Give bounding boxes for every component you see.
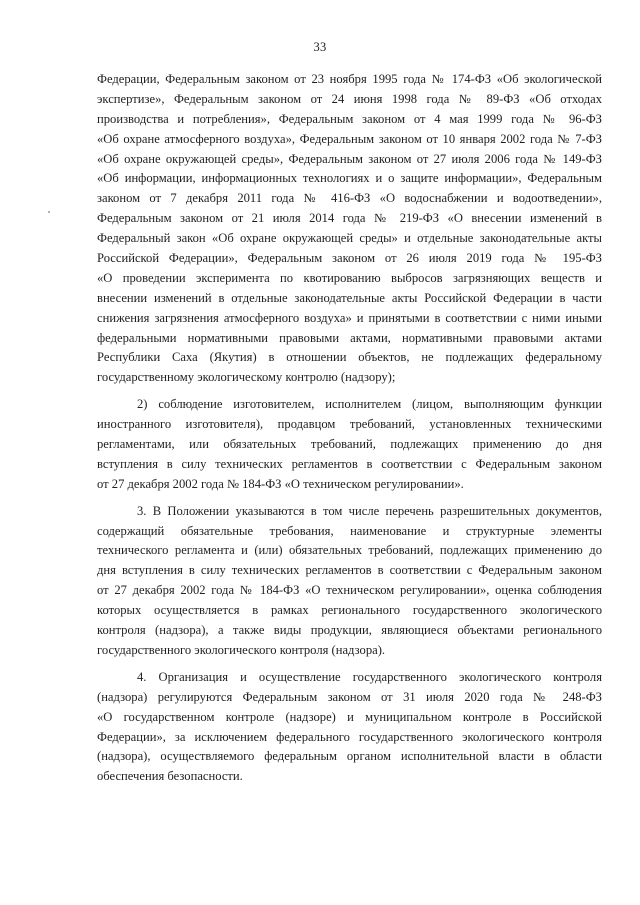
- text-line: вступления в силу технических регламентов в соответствии с Федеральным законом: [97, 456, 602, 471]
- text-line: содержащий обязательные требования, наименование и структурные элементы: [97, 523, 602, 538]
- text-line: 4. Организация и осуществление государственного экологического контроля: [137, 669, 602, 684]
- text-line: экспертизе», Федеральным законом от 24 июня 1998 года № 89-ФЗ «Об отходах: [97, 91, 602, 106]
- text-line: государственному экологическому контролю (надзору);: [97, 370, 396, 385]
- paragraph-gap: [97, 495, 602, 502]
- text-line: 2) соблюдение изготовителем, исполнителем (лицом, выполняющим функции: [137, 397, 602, 412]
- text-line: которых осуществляется в рамках регионального государственного экологического: [97, 603, 602, 618]
- page-number: 33: [313, 40, 327, 54]
- text-line: Федерации, Федеральным законом от 23 ноября 1995 года № 174-ФЗ «Об экологической: [97, 72, 602, 86]
- text-line: Федерации», за исключением федерального государственного экологического контроля: [97, 729, 602, 744]
- text-line: «О проведении эксперимента по квотированию выбросов загрязняющих веществ и: [97, 270, 602, 285]
- text-line: государственного экологического контроля (надзора).: [97, 642, 386, 657]
- paragraph: [97, 70, 602, 388]
- text-line: технического регламента и (или) обязательных требований, подлежащих применению до: [97, 543, 602, 558]
- paragraph: [97, 502, 602, 661]
- paragraph: [97, 668, 602, 787]
- paragraph-gap: [97, 661, 602, 668]
- text-line: обеспечения безопасности.: [97, 769, 243, 784]
- text-line: «Об информации, информационных технологиях и о защите информации», Федеральным: [97, 171, 602, 186]
- paragraph-gap: [97, 388, 602, 395]
- text-line: «Об охране атмосферного воздуха», Федеральным законом от 10 января 2002 года № 7-ФЗ: [97, 131, 602, 146]
- text-line: от 27 декабря 2002 года № 184-ФЗ «О техническом регулировании», оценка соблюдения: [97, 583, 602, 598]
- text-line: (надзора) регулируются Федеральным законом от 31 июля 2020 года № 248-ФЗ: [97, 689, 602, 704]
- text-line: федеральными нормативными правовыми актами, нормативными правовыми актами: [97, 330, 602, 345]
- text-line: законом от 7 декабря 2011 года № 416-ФЗ «О водоснабжении и водоотведении»,: [97, 191, 602, 206]
- scan-mark: [48, 211, 50, 213]
- document-body: [97, 70, 602, 787]
- text-line: дня вступления в силу технических регламентов в соответствии с Федеральным законом: [97, 563, 602, 578]
- text-line: регламентами, или обязательных требований, подлежащих применению до дня: [97, 437, 602, 452]
- text-line: «Об охране окружающей среды», Федеральным законом от 27 июля 2006 года № 149-ФЗ: [97, 151, 602, 166]
- text-line: Республики Саха (Якутия) в отношении объектов, не подлежащих федеральному: [97, 350, 602, 365]
- text-line: Федеральным законом от 21 июля 2014 года № 219-ФЗ «О внесении изменений в: [97, 211, 602, 226]
- text-line: «О государственном контроле (надзоре) и муниципальном контроле в Российской: [97, 709, 602, 724]
- text-line: Российской Федерации», Федеральным законом от 26 июля 2019 года № 195-ФЗ: [97, 251, 602, 266]
- paragraph: [97, 395, 602, 494]
- text-line: производства и потребления», Федеральным законом от 4 мая 1999 года № 96-ФЗ: [97, 111, 602, 126]
- text-line: снижения загрязнения атмосферного воздуха» и принятыми в соответствии с ними иными: [97, 310, 602, 325]
- text-line: (надзора), осуществляемого федеральным органом исполнительной власти в области: [97, 749, 602, 764]
- text-line: Федеральный закон «Об охране окружающей среды» и отдельные законодательные акты: [97, 231, 602, 246]
- text-line: 3. В Положении указываются в том числе перечень разрешительных документов,: [137, 503, 602, 518]
- text-line: от 27 декабря 2002 года № 184-ФЗ «О техническом регулировании».: [97, 476, 464, 491]
- text-line: внесении изменений в отдельные законодательные акты Российской Федерации в части: [97, 290, 602, 305]
- text-line: иностранного изготовителя), продавцом требований, установленных техническими: [97, 417, 602, 432]
- text-line: контроля (надзора), а также виды продукции, являющиеся объектами регионального: [97, 623, 602, 638]
